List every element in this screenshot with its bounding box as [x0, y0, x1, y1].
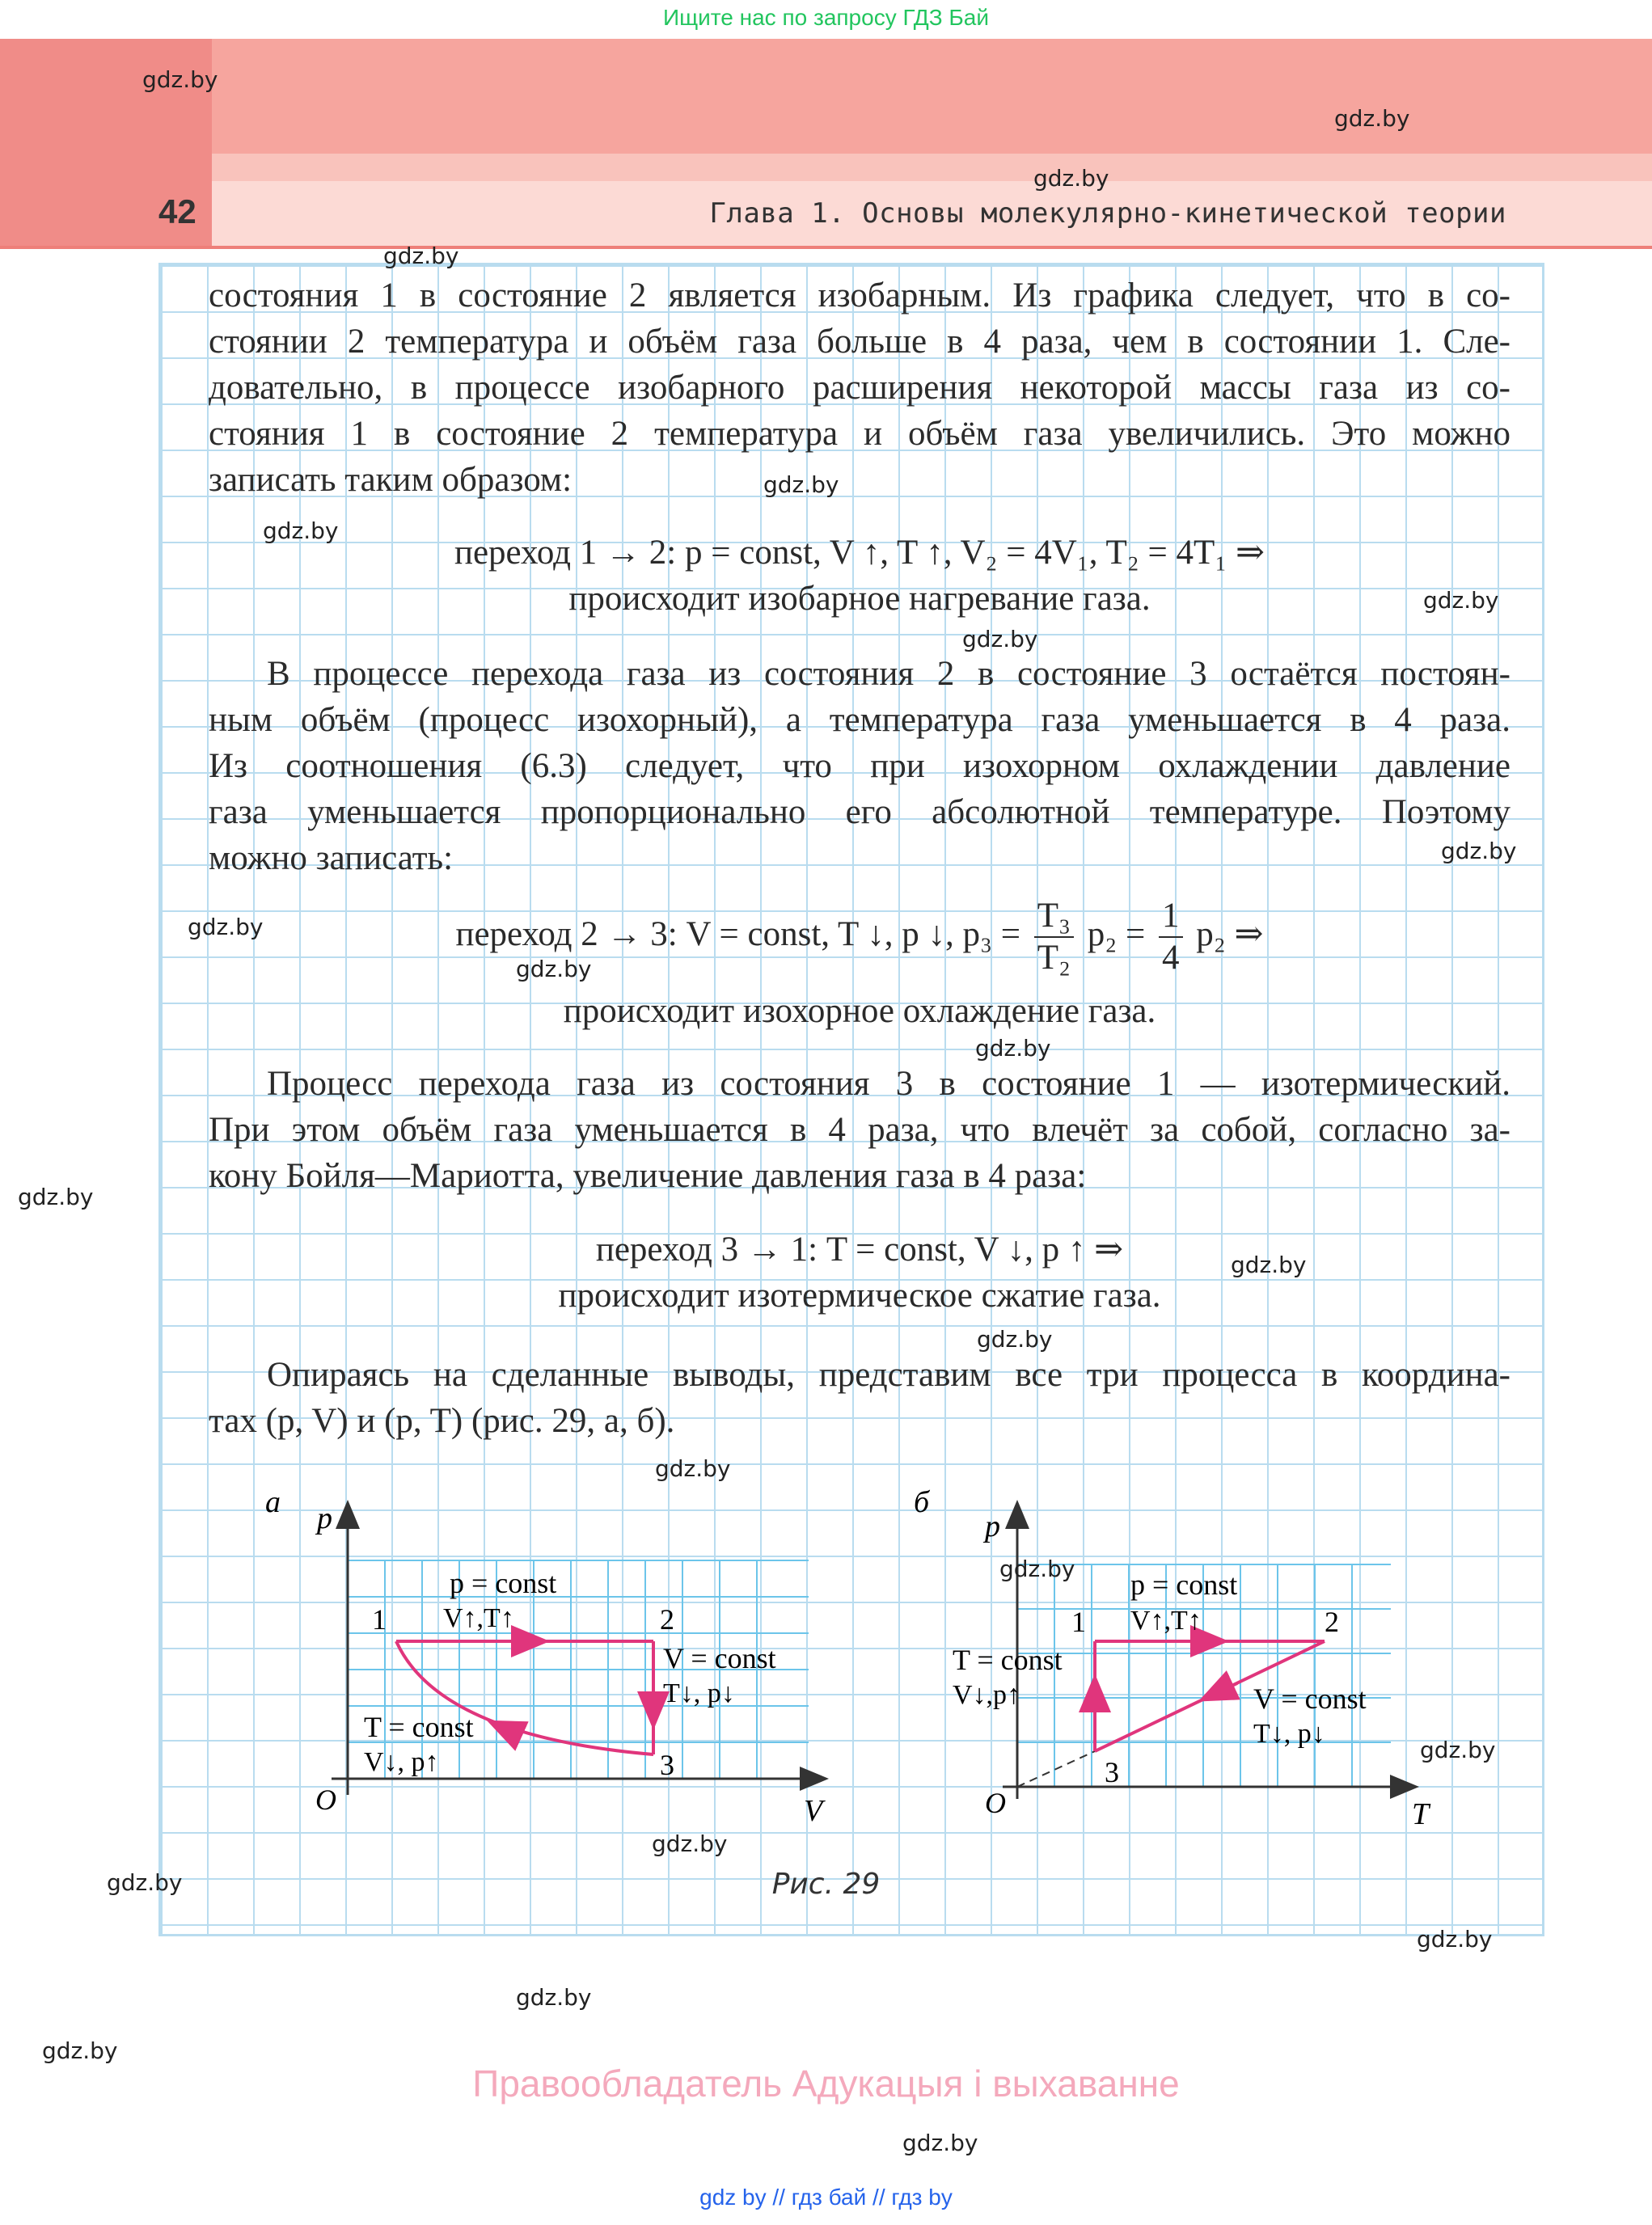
- figure-29a: [259, 1480, 857, 1835]
- watermark: gdz.by: [1423, 587, 1499, 614]
- text-line: стояния 1 в состояние 2 температура и объём газа увеличились. Это можно: [209, 415, 1510, 453]
- text-line: записать таким образом:: [209, 461, 572, 499]
- label-2-3-change: T↓, p↓: [663, 1678, 735, 1708]
- formula-1-line-1: переход 1 → 2: p = const, V ↑, T ↑, V₂ = 4V₁, T₂ = 4T₁ ⇒: [454, 534, 1265, 572]
- origin-label: O: [985, 1787, 1006, 1819]
- formula-3-line-1: переход 3 → 1: T = const, V ↓, p ↑ ⇒: [595, 1231, 1124, 1269]
- formula-1-line-2: происходит изобарное нагревание газа.: [568, 580, 1151, 618]
- paragraph-4: [209, 1352, 1510, 1444]
- point-3-label: 3: [660, 1749, 674, 1781]
- formula-3-line-2: происходит изотермическое сжатие газа.: [558, 1277, 1161, 1315]
- text-line: тах (p, V) и (p, T) (рис. 29, а, б).: [209, 1402, 675, 1440]
- formula-2-mid: p₂ =: [1087, 914, 1146, 953]
- label-3-1-const: T = const: [364, 1711, 474, 1743]
- formula-2-prefix: переход 2 → 3: V = const, T ↓, p ↓, p₃ =: [455, 914, 1020, 953]
- watermark: gdz.by: [977, 1326, 1053, 1353]
- text-line: можно записать:: [209, 839, 454, 877]
- watermark: gdz.by: [652, 1830, 728, 1857]
- watermark: gdz.by: [107, 1869, 183, 1896]
- watermark: gdz.by: [999, 1556, 1075, 1582]
- paragraph-1: [209, 272, 1510, 503]
- text-line: Опираясь на сделанные выводы, представим все три процесса в координа-: [267, 1356, 1510, 1394]
- watermark: gdz.by: [1441, 838, 1517, 864]
- text-line: Из соотношения (6.3) следует, что при изохорном охлаждении давление: [209, 747, 1510, 785]
- watermark: gdz.by: [42, 2037, 118, 2064]
- watermark: gdz.by: [516, 956, 592, 982]
- watermark: gdz.by: [18, 1184, 94, 1210]
- formula-2-line-2: происходит изохорное охлаждение газа.: [563, 992, 1156, 1030]
- text-line: Процесс перехода газа из состояния 3 в состояние 1 — изотермический.: [267, 1065, 1510, 1103]
- fraction-one-quarter: $\frac{1}{4}$: [1159, 896, 1183, 978]
- y-axis-label: p: [985, 1509, 1000, 1543]
- label-3-1-change: V↓, p↑: [364, 1747, 439, 1777]
- watermark: gdz.by: [263, 517, 339, 544]
- point-1-label: 1: [1071, 1606, 1086, 1638]
- panel-label-a: а: [265, 1485, 281, 1519]
- text-line: ным объём (процесс изохорный), а температура газа уменьшается в 4 раза.: [209, 701, 1510, 739]
- copyright-notice: Правообладатель Адукацыя і выхаванне: [472, 2062, 1180, 2105]
- x-axis-label: V: [804, 1794, 823, 1828]
- label-2-3-change: T↓, p↓: [1253, 1719, 1325, 1749]
- formula-2-line-1: [209, 896, 1510, 978]
- label-1-2-change: V↑,T↑: [1130, 1606, 1202, 1636]
- watermark: gdz.by: [975, 1035, 1051, 1062]
- text-line: состояния 1 в состояние 2 является изобарным. Из графика следует, что в со-: [209, 277, 1510, 315]
- footer-links[interactable]: gdz by // гдз бай // гдз by: [699, 2185, 953, 2210]
- x-axis-label: T: [1412, 1797, 1430, 1831]
- page-header: [0, 39, 1652, 247]
- label-2-3-const: V = const: [1253, 1682, 1367, 1715]
- watermark: gdz.by: [1417, 1926, 1493, 1953]
- figure-caption: Рис. 29: [771, 1868, 881, 1901]
- watermark: gdz.by: [1231, 1252, 1307, 1278]
- panel-label-b: б: [914, 1485, 930, 1519]
- y-axis-label: p: [317, 1501, 332, 1535]
- page-number: 42: [158, 192, 196, 230]
- watermark: gdz.by: [763, 471, 839, 498]
- watermark: gdz.by: [1334, 105, 1410, 132]
- text-line: При этом объём газа уменьшается в 4 раза, что влечёт за собой, согласно за-: [209, 1111, 1510, 1149]
- text-line: газа уменьшается пропорционально его абсолютной температуре. Поэтому: [209, 793, 1510, 831]
- watermark: gdz.by: [142, 66, 218, 93]
- watermark: gdz.by: [655, 1455, 731, 1482]
- watermark: gdz.by: [188, 914, 264, 940]
- text-line: В процессе перехода газа из состояния 2 в состояние 3 остаётся постоян-: [267, 655, 1510, 693]
- fraction-t3-t2: $\frac{\text{T₃}}{\text{T₂}}$: [1034, 896, 1074, 978]
- paragraph-2: [209, 651, 1510, 881]
- pt-diagram: [914, 1480, 1447, 1835]
- watermark: gdz.by: [516, 1984, 592, 2011]
- label-1-2-const: p = const: [1130, 1568, 1238, 1601]
- formula-2-suffix: p₂ ⇒: [1196, 914, 1264, 953]
- text-line: кону Бойля—Мариотта, увеличение давления газа в 4 раза:: [209, 1157, 1087, 1195]
- watermark: gdz.by: [962, 626, 1038, 652]
- top-note: Ищите нас по запросу ГДЗ Бай: [662, 5, 990, 30]
- pv-diagram: [259, 1480, 857, 1835]
- point-3-label: 3: [1105, 1756, 1119, 1788]
- point-2-label: 2: [660, 1603, 674, 1636]
- point-1-label: 1: [372, 1603, 387, 1636]
- watermark: gdz.by: [1420, 1737, 1496, 1763]
- figure-29b: [914, 1480, 1447, 1835]
- point-2-label: 2: [1325, 1606, 1339, 1638]
- text-line: стоянии 2 температура и объём газа больше в 4 раза, чем в состоянии 1. Сле-: [209, 323, 1510, 361]
- watermark: gdz.by: [902, 2130, 978, 2156]
- label-1-2-change: V↑,T↑: [443, 1603, 514, 1633]
- label-3-1-const: T = const: [953, 1644, 1063, 1676]
- origin-label: O: [315, 1784, 336, 1816]
- dashed-extension: [1017, 1751, 1095, 1787]
- label-3-1-change: V↓,p↑: [953, 1680, 1021, 1710]
- text-line: довательно, в процессе изобарного расширения некоторой массы газа из со-: [209, 369, 1510, 407]
- paragraph-3: [209, 1061, 1510, 1199]
- watermark: gdz.by: [1033, 165, 1109, 192]
- chapter-title: Глава 1. Основы молекулярно-кинетической теории: [709, 197, 1506, 230]
- label-1-2-const: p = const: [450, 1567, 557, 1599]
- label-2-3-const: V = const: [663, 1642, 776, 1674]
- watermark: gdz.by: [383, 243, 459, 269]
